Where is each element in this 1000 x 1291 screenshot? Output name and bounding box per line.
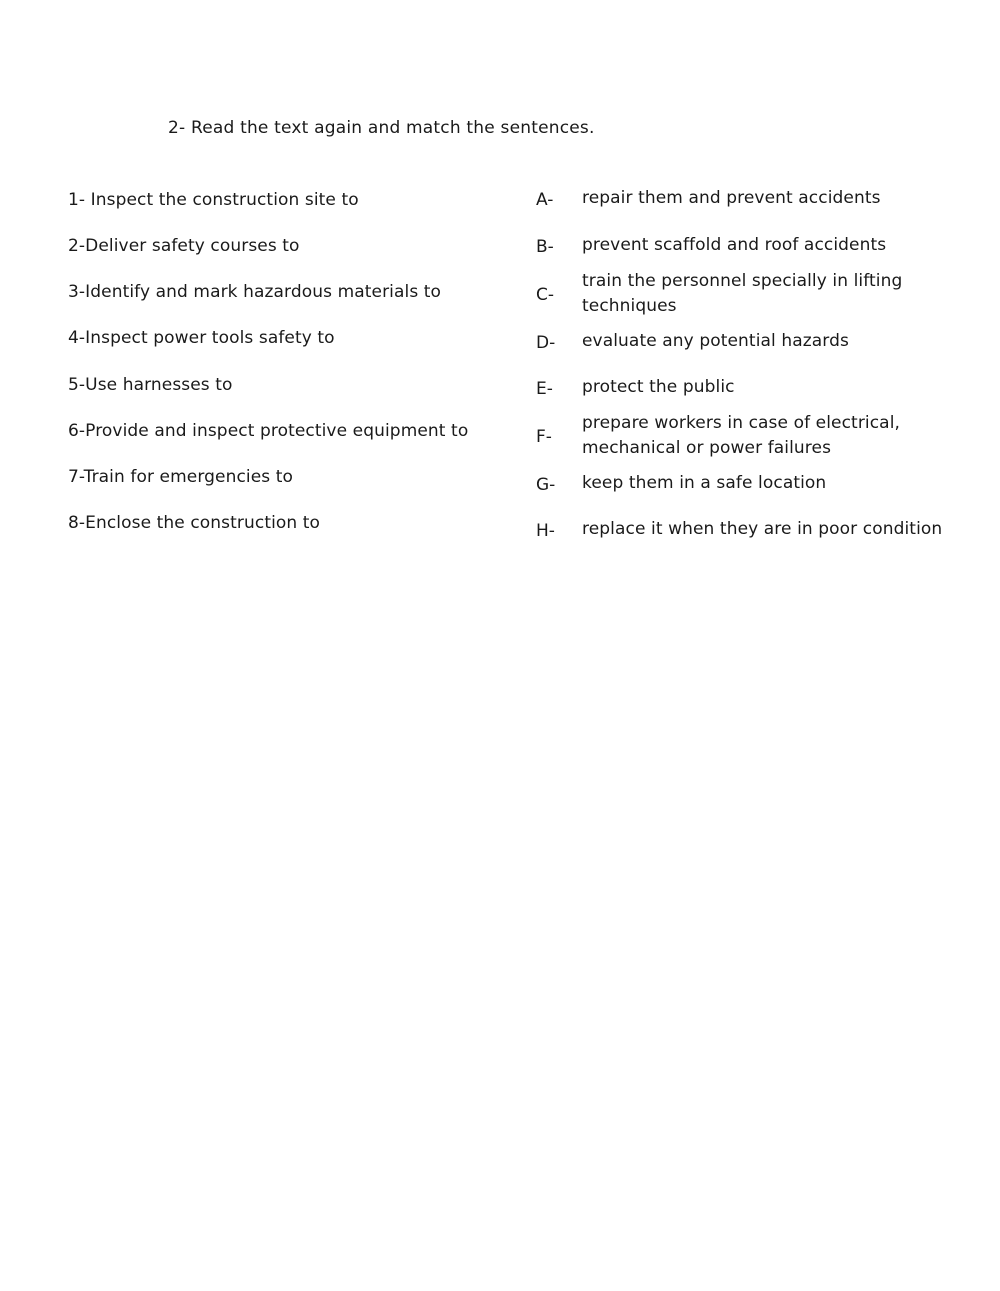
ending-text: train the personnel specially in lifting techniques	[582, 271, 903, 316]
ending-letter: D-	[536, 333, 556, 353]
sentence-start-2: 2-Deliver safety courses to	[68, 236, 300, 256]
ending-text: repair them and prevent accidents	[582, 188, 881, 208]
sentence-start-3: 3-Identify and mark hazardous materials to	[68, 282, 442, 302]
sentence-start-5: 5-Use harnesses to	[68, 375, 233, 395]
ending-letter: F-	[536, 427, 552, 447]
ending-text: prepare workers in case of electrical, mechanical or power failures	[582, 413, 901, 458]
instruction-heading: 2- Read the text again and match the sentences.	[168, 118, 595, 138]
ending-text: evaluate any potential hazards	[582, 331, 849, 351]
ending-text: replace it when they are in poor condition	[582, 519, 943, 539]
sentence-start-8: 8-Enclose the construction to	[68, 513, 321, 533]
sentence-start-6: 6-Provide and inspect protective equipment to	[68, 421, 469, 441]
ending-letter: C-	[536, 285, 555, 305]
ending-text: protect the public	[582, 377, 735, 397]
ending-letter: B-	[536, 237, 554, 257]
ending-letter: G-	[536, 475, 556, 495]
sentence-start-7: 7-Train for emergencies to	[68, 467, 294, 487]
sentence-start-1: 1- Inspect the construction site to	[68, 190, 359, 210]
ending-letter: A-	[536, 190, 554, 210]
ending-text: prevent scaffold and roof accidents	[582, 235, 887, 255]
ending-text: keep them in a safe location	[582, 473, 827, 493]
sentence-start-4: 4-Inspect power tools safety to	[68, 328, 335, 348]
ending-letter: H-	[536, 521, 555, 541]
ending-letter: E-	[536, 379, 553, 399]
